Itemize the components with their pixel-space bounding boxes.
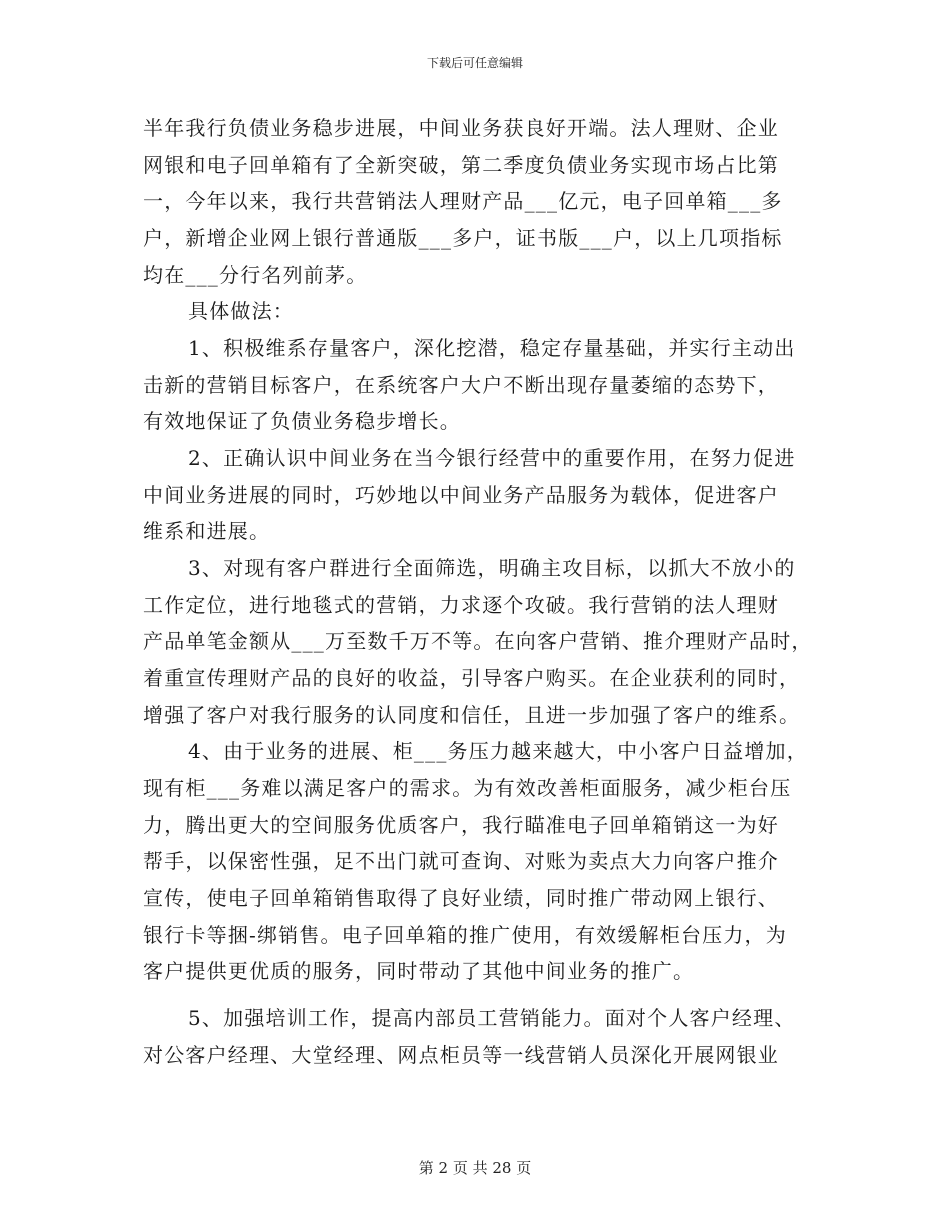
text-line: 增强了客户对我行服务的认同度和信任，且进一步加强了客户的维系。 xyxy=(143,703,801,727)
page-footer: 第 2 页 共 28 页 xyxy=(418,1159,532,1177)
text-line: 着重宣传理财产品的良好的收益，引导客户购买。在企业获利的同时， xyxy=(143,666,801,690)
text-line: 击新的营销目标客户，在系统客户大户不断出现存量萎缩的态势下， xyxy=(143,373,779,397)
page-header: 下载后可任意编辑 xyxy=(426,56,523,70)
text-line: 一，今年以来，我行共营销法人理财产品___亿元，电子回单箱___多 xyxy=(143,189,783,213)
text-line: 帮手，以保密性强，足不出门就可查询、对账为卖点大力向客户推介 xyxy=(143,849,779,873)
text-line: 2、正确认识中间业务在当今银行经营中的重要作用，在努力促进 xyxy=(188,446,796,470)
text-line: 产品单笔金额从___万至数千万不等。在向客户营销、推介理财产品时， xyxy=(143,629,813,653)
text-line: 力，腾出更大的空间服务优质客户，我行瞄准电子回单箱销这一为好 xyxy=(143,813,779,837)
text-line: 工作定位，进行地毯式的营销，力求逐个攻破。我行营销的法人理财 xyxy=(143,593,779,617)
text-line: 有效地保证了负债业务稳步增长。 xyxy=(143,409,461,433)
text-line: 1、积极维系存量客户，深化挖潜，稳定存量基础，并实行主动出 xyxy=(188,336,796,360)
text-line: 5、加强培训工作，提高内部员工营销能力。面对个人客户经理、 xyxy=(188,1006,796,1030)
text-line: 客户提供更优质的服务，同时带动了其他中间业务的推广。 xyxy=(143,959,695,983)
text-line: 维系和进展。 xyxy=(143,519,271,543)
text-line: 宣传，使电子回单箱销售取得了良好业绩，同时推广带动网上银行、 xyxy=(143,886,779,910)
section-label: 具体做法： xyxy=(188,299,294,323)
text-line: 中间业务进展的同时，巧妙地以中间业务产品服务为载体，促进客户 xyxy=(143,483,779,507)
text-line: 银行卡等捆-绑销售。电子回单箱的推广使用，有效缓解柜台压力，为 xyxy=(143,923,787,947)
text-line: 户，新增企业网上银行普通版___多户，证书版___户，以上几项指标 xyxy=(143,226,783,250)
text-line: 网银和电子回单箱有了全新突破，第二季度负债业务实现市场占比第 xyxy=(143,153,779,177)
text-line: 均在___分行名列前茅。 xyxy=(143,263,368,287)
text-line: 半年我行负债业务稳步进展，中间业务获良好开端。法人理财、企业 xyxy=(143,116,779,140)
text-line: 3、对现有客户群进行全面筛选，明确主攻目标，以抓大不放小的 xyxy=(188,556,796,580)
text-line: 现有柜___务难以满足客户的需求。为有效改善柜面服务，减少柜台压 xyxy=(143,776,792,800)
text-line: 对公客户经理、大堂经理、网点柜员等一线营销人员深化开展网银业 xyxy=(143,1043,779,1067)
text-line: 4、由于业务的进展、柜___务压力越来越大，中小客户日益增加， xyxy=(188,739,808,763)
